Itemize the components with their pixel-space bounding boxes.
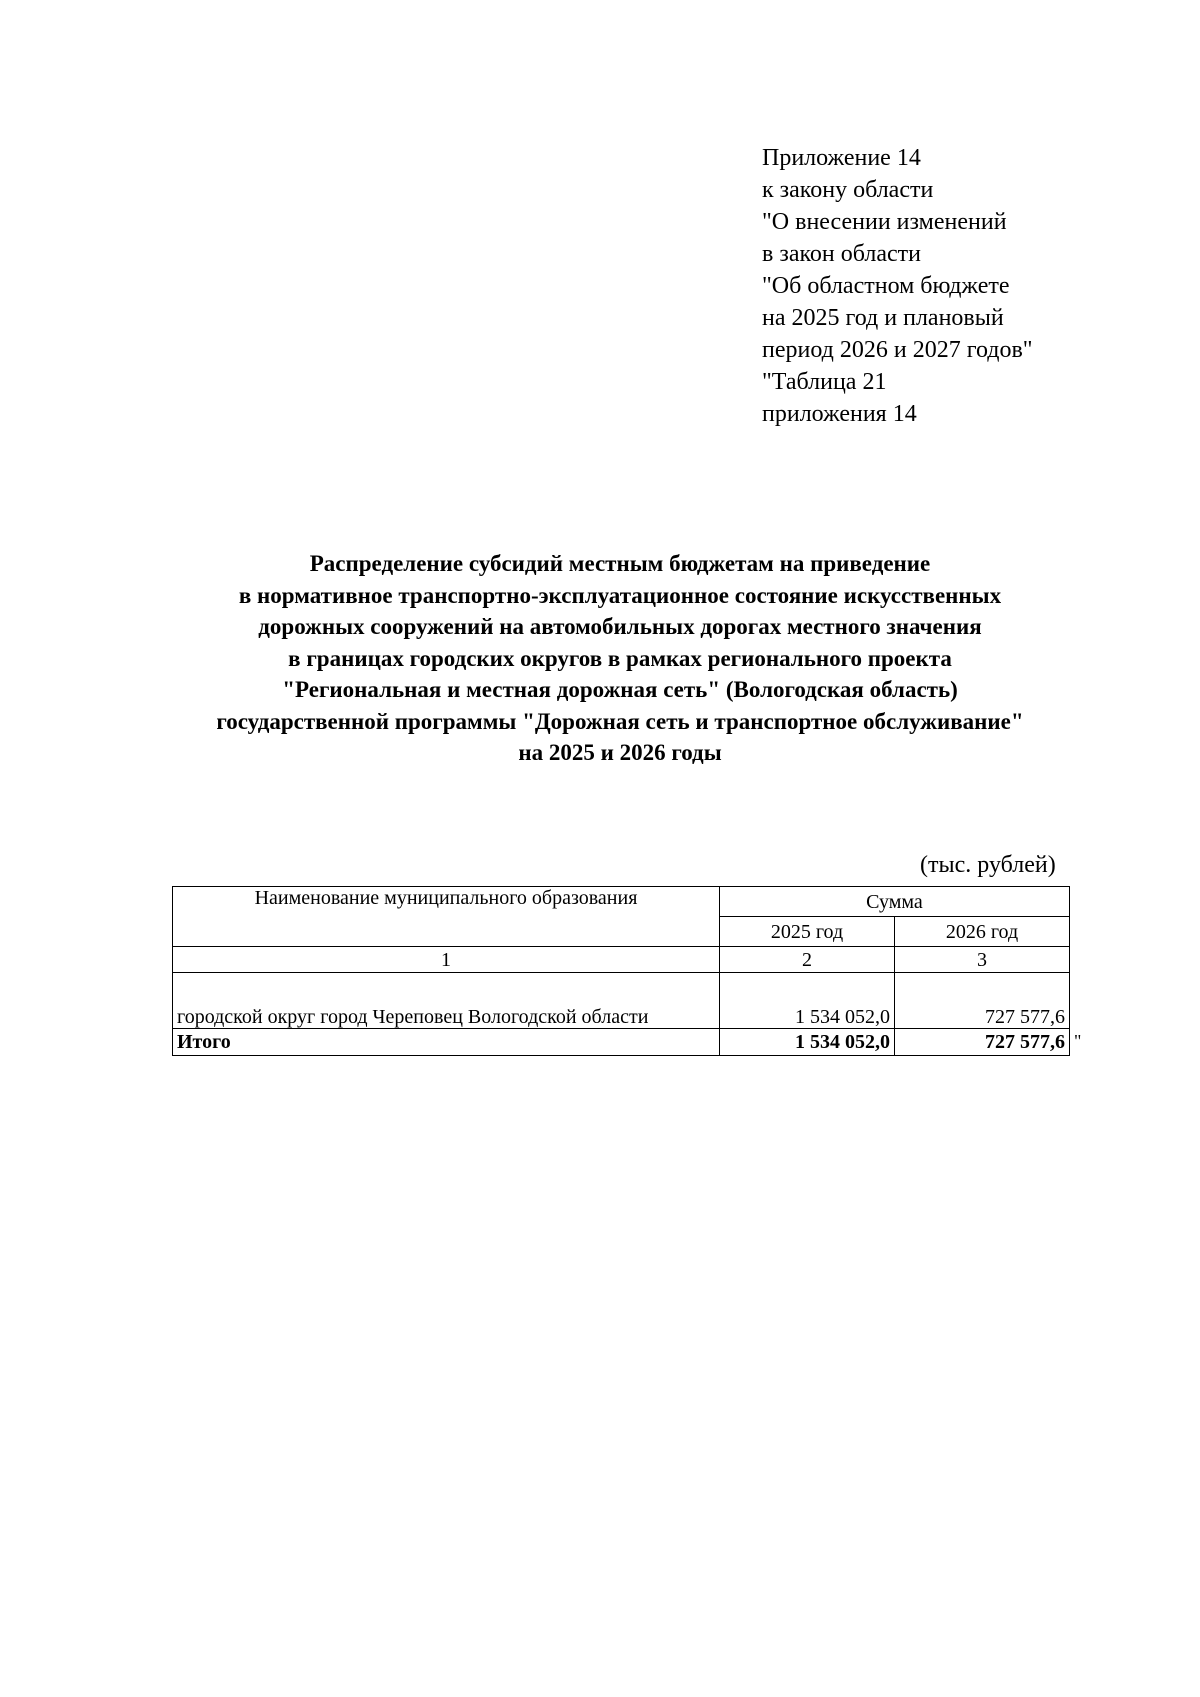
row-value-2025: 1 534 052,0 — [720, 973, 895, 1029]
total-value-2026: 727 577,6 — [895, 1029, 1070, 1056]
table-numbering-row — [173, 947, 1070, 973]
table-header-row — [173, 887, 1070, 917]
row-value-2026: 727 577,6 — [895, 973, 1070, 1029]
closing-quote: " — [1074, 1031, 1082, 1051]
title-line: в границах городских округов в рамках регионального проекта — [288, 645, 952, 671]
appendix-line: в закон области — [762, 241, 921, 267]
units-label: (тыс. рублей) — [920, 852, 1056, 878]
table-row — [173, 973, 1070, 1029]
appendix-header — [762, 142, 1033, 430]
header-name: Наименование муниципального образования — [173, 887, 720, 947]
row-name: городской округ город Череповец Вологодской области — [173, 973, 720, 1029]
header-year-2026: 2026 год — [895, 917, 1070, 947]
table-total-row — [173, 1029, 1070, 1056]
title-line: Распределение субсидий местным бюджетам на приведение — [309, 551, 931, 576]
document-title — [140, 548, 1100, 769]
appendix-line: к закону области — [762, 177, 934, 203]
appendix-line: "Таблица 21 — [762, 369, 887, 395]
appendix-line: на 2025 год и плановый — [762, 305, 1004, 331]
column-number: 3 — [895, 947, 1070, 973]
title-line: дорожных сооружений на автомобильных дорогах местного значения — [258, 614, 982, 639]
title-line: в нормативное транспортно-эксплуатационное состояние искусственных — [238, 582, 1002, 608]
appendix-line: приложения 14 — [762, 401, 917, 427]
appendix-line: Приложение 14 — [762, 145, 921, 171]
appendix-line: "О внесении изменений — [762, 209, 1007, 235]
title-line: на 2025 и 2026 годы — [518, 740, 722, 765]
total-label: Итого — [173, 1029, 720, 1056]
header-sum: Сумма — [720, 887, 1070, 917]
column-number: 2 — [720, 947, 895, 973]
total-value-2025: 1 534 052,0 — [720, 1029, 895, 1056]
header-year-2025: 2025 год — [720, 917, 895, 947]
title-line: государственной программы "Дорожная сеть и транспортное обслуживание" — [216, 708, 1024, 734]
appendix-line: "Об областном бюджете — [762, 273, 1010, 299]
allocation-table — [172, 886, 1070, 1056]
title-line: "Региональная и местная дорожная сеть" (Вологодская область) — [282, 677, 958, 702]
column-number: 1 — [173, 947, 720, 973]
appendix-line: период 2026 и 2027 годов" — [762, 337, 1033, 363]
